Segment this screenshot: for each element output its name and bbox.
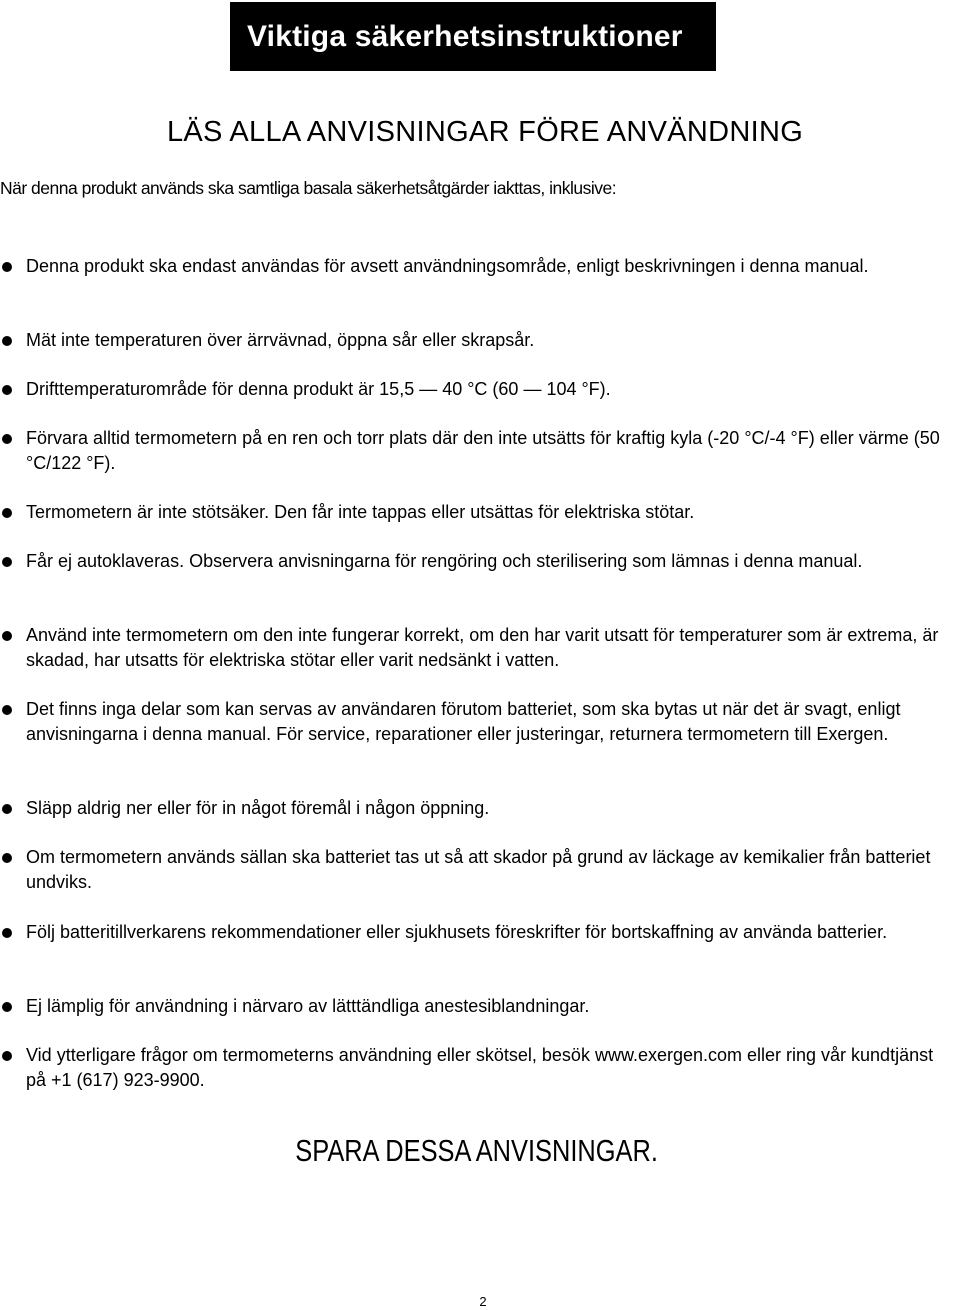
- list-item-text: Ej lämplig för användning i närvaro av lätttändliga anestesiblandningar.: [26, 996, 590, 1016]
- footer-heading: SPARA DESSA ANVISNINGAR.: [295, 1133, 658, 1168]
- bullet-icon: [2, 853, 12, 863]
- bullet-icon: [2, 804, 12, 814]
- list-item-text: Drifttemperaturområde för denna produkt är 15,5 — 40 °C (60 — 104 °F).: [26, 379, 611, 399]
- list-item-text: Denna produkt ska endast användas för avsett användningsområde, enligt beskrivningen i denna manual.: [26, 256, 869, 276]
- bullet-icon: [2, 434, 12, 444]
- list-item-text: Termometern är inte stötsäker. Den får inte tappas eller utsättas för elektriska stötar.: [26, 502, 695, 522]
- page-number: 2: [479, 1294, 487, 1309]
- page-title: Viktiga säkerhetsinstruktioner: [247, 19, 683, 53]
- bullet-icon: [2, 928, 12, 938]
- list-item-text: Använd inte termometern om den inte fungerar korrekt, om den har varit utsatt för temperaturer som är extrema, är skadad, har utsatts för elektriska stötar eller varit nedsänkt i vatten.: [26, 625, 939, 670]
- bullet-icon: [2, 1051, 12, 1061]
- bullet-icon: [2, 508, 12, 518]
- bullet-icon: [2, 1002, 12, 1012]
- list-item-text: Om termometern används sällan ska batteriet tas ut så att skador på grund av läckage av kemikalier från batteriet undviks.: [26, 847, 931, 892]
- list-item-text: Får ej autoklaveras. Observera anvisningarna för rengöring och sterilisering som lämnas i denna manual.: [26, 551, 863, 571]
- list-item-text: Följ batteritillverkarens rekommendationer eller sjukhusets föreskrifter för bortskaffning av använda batterier.: [26, 922, 888, 942]
- list-item-text: Förvara alltid termometern på en ren och torr plats där den inte utsätts för kraftig kyla (-20 °C/-4 °F) eller värme (50 °C/122 °F).: [26, 428, 940, 473]
- intro-text: När denna produkt används ska samtliga basala säkerhetsåtgärder iakttas, inklusive:: [0, 178, 617, 198]
- title-banner: [230, 2, 716, 71]
- list-item-text: Det finns inga delar som kan servas av användaren förutom batteriet, som ska bytas ut när det är svagt, enligt anvisningarna i denna manual. För service, reparationer eller justeringar, returnera termometern till Exergen.: [26, 699, 901, 744]
- bullet-icon: [2, 705, 12, 715]
- list-item-text: Släpp aldrig ner eller för in något föremål i någon öppning.: [26, 798, 490, 818]
- list-item-text: Vid ytterligare frågor om termometerns användning eller skötsel, besök www.exergen.com eller ring vår kundtjänst på +1 (617) 923-9900.: [26, 1045, 934, 1090]
- bullet-icon: [2, 557, 12, 567]
- bullet-icon: [2, 385, 12, 395]
- bullet-icon: [2, 262, 12, 272]
- bullet-icon: [2, 336, 12, 346]
- main-heading: LÄS ALLA ANVISNINGAR FÖRE ANVÄNDNING: [166, 116, 804, 148]
- list-item-text: Mät inte temperaturen över ärrvävnad, öppna sår eller skrapsår.: [26, 330, 535, 350]
- bullet-icon: [2, 631, 12, 641]
